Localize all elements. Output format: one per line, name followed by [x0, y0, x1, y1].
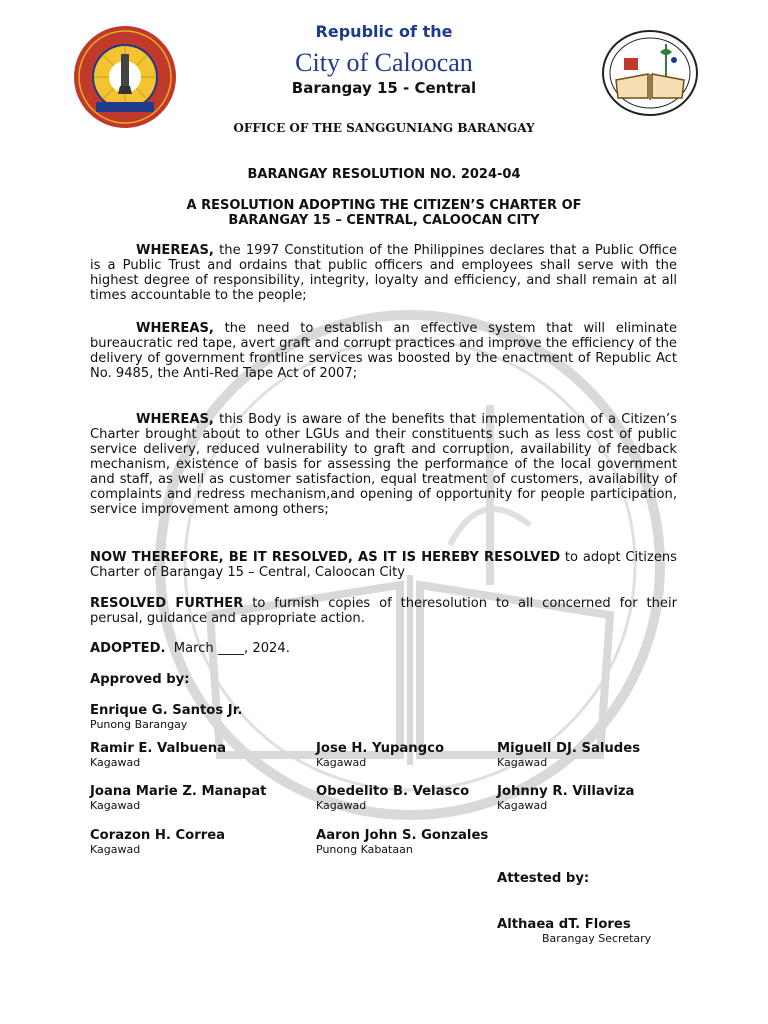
signatory-name: Johnny R. Villaviza [497, 784, 635, 799]
whereas-clause-1 [90, 243, 677, 303]
signatory [90, 703, 242, 731]
signatory-role: Kagawad [90, 799, 141, 812]
resolved-text: to adopt Citizens Charter of Barangay 15 – Central, Caloocan City [90, 550, 677, 580]
resolved-label: NOW THEREFORE, BE IT RESOLVED, AS IT IS HEREBY RESOLVED [90, 550, 561, 565]
signatory-name: Aaron John S. Gonzales [316, 828, 489, 843]
signatory [316, 784, 469, 812]
signatory-role: Kagawad [316, 756, 367, 769]
signatory [316, 828, 488, 856]
signatory-name: Obedelito B. Velasco [316, 784, 470, 799]
whereas-clause-3 [90, 412, 677, 517]
adopted-label: ADOPTED. [90, 641, 166, 656]
signatory-name: Joana Marie Z. Manapat [90, 784, 267, 799]
attested-by-label: Attested by: [497, 871, 590, 886]
resolved-further-label: RESOLVED FURTHER [90, 596, 244, 611]
signatory-name: Corazon H. Correa [90, 828, 226, 843]
signatory-name: Ramir E. Valbuena [90, 741, 226, 756]
header-barangay: Barangay 15 - Central [291, 79, 477, 97]
whereas-clause-2 [90, 321, 677, 381]
secretary-role: Barangay Secretary [542, 932, 652, 945]
signatory [497, 784, 634, 812]
whereas-label: WHEREAS, [136, 412, 214, 427]
signatory-name: Miguell DJ. Saludes [497, 741, 641, 756]
signatory-role: Kagawad [497, 799, 548, 812]
whereas-label: WHEREAS, [136, 321, 214, 336]
resolved-clause [90, 550, 677, 580]
adopted-line [90, 641, 677, 656]
header-city: City of Caloocan [295, 48, 473, 77]
resolution-title-line1: A RESOLUTION ADOPTING THE CITIZEN’S CHARTER OF [186, 198, 582, 213]
signatory [90, 784, 266, 812]
secretary-name: Althaea dT. Flores [497, 917, 631, 932]
signatory [497, 741, 640, 769]
resolution-number: BARANGAY RESOLUTION NO. 2024-04 [247, 167, 521, 182]
signatory-role: Kagawad [90, 756, 141, 769]
whereas-text: the 1997 Constitution of the Philippines declares that a Public Office is a Public Trust and ordains that public officers and employees shall serve with the highest degree of responsibility, integrity, loyalty and efficiency, and shall remain at all times accountable to the people; [90, 243, 677, 303]
resolved-further-clause [90, 596, 677, 626]
signatory-name: Enrique G. Santos Jr. [90, 703, 243, 718]
secretary-signatory [497, 917, 651, 945]
signatory-role: Kagawad [316, 799, 367, 812]
signatory-name: Jose H. Yupangco [316, 741, 445, 756]
whereas-text: the need to establish an effective system that will eliminate bureaucratic red tape, avert graft and corrupt practices and improve the efficiency of the delivery of government frontline services was boosted by the enactment of Republic Act No. 9485, the Anti-Red Tape Act of 2007; [90, 321, 677, 381]
signatory [90, 828, 225, 856]
adopted-date: March ____, 2024. [173, 641, 290, 656]
resolved-further-text: to furnish copies of theresolution to all concerned for their perusal, guidance and appropriate action. [90, 596, 677, 626]
header-republic: Republic of the [315, 22, 453, 41]
approved-by-label: Approved by: [90, 672, 190, 687]
office-title: OFFICE OF THE SANGGUNIANG BARANGAY [233, 121, 535, 135]
signatory [316, 741, 444, 769]
resolution-title-line2: BARANGAY 15 – CENTRAL, CALOOCAN CITY [228, 213, 540, 228]
whereas-text: this Body is aware of the benefits that implementation of a Citizen’s Charter brought about to other LGUs and their constituents such as less cost of public service delivery, reduced vulnerability to graft and corruption, availability of feedback mechanism, existence of basis for assessing the performance of the local government and staff, as well as customer satisfaction, equal treatment of customers, availability of complaints and redress mechanism,and opening of opportunity for people participation, service improvement among others; [90, 412, 677, 517]
signatory [90, 741, 226, 769]
resolution-title [0, 198, 768, 228]
signatory-role: Punong Kabataan [316, 843, 413, 856]
signatory-role: Kagawad [497, 756, 548, 769]
signatory-role: Punong Barangay [90, 718, 188, 731]
whereas-label: WHEREAS, [136, 243, 214, 258]
signatory-role: Kagawad [90, 843, 141, 856]
